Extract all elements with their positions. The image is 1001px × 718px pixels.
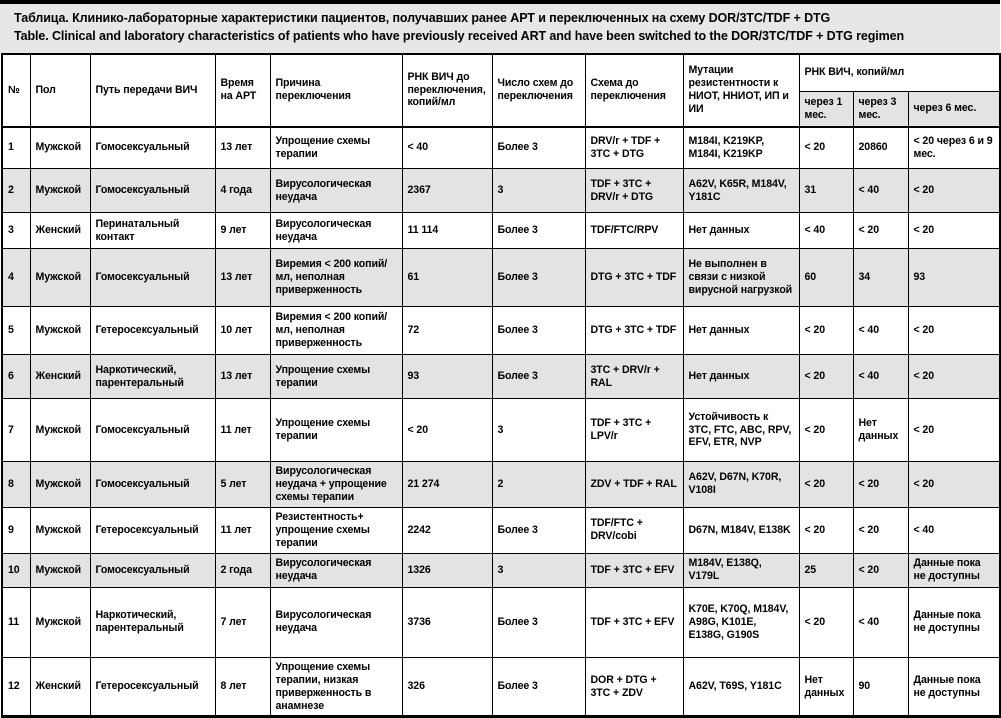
- cell-regimen-before: DTG + 3TC + TDF: [585, 307, 683, 355]
- cell-month6: Данные пока не доступны: [908, 553, 1000, 587]
- cell-time-on-art: 11 лет: [215, 399, 270, 462]
- cell-mutations: M184I, K219KP, M184I, K219KP: [683, 127, 799, 169]
- cell-mutations: K70E, K70Q, M184V, A98G, K101E, E138G, G190S: [683, 587, 799, 657]
- cell-month1: Нет данных: [799, 657, 853, 717]
- cell-rna-before: 2367: [402, 169, 492, 213]
- cell-route: Гетеросексуальный: [90, 307, 215, 355]
- cell-sex: Мужской: [30, 127, 90, 169]
- cell-reason: Упрощение схемы терапии: [270, 355, 402, 399]
- cell-route: Наркотический, парентеральный: [90, 355, 215, 399]
- cell-mutations: A62V, D67N, K70R, V108I: [683, 462, 799, 508]
- cell-regimens-before: 3: [492, 399, 585, 462]
- cell-sex: Мужской: [30, 507, 90, 553]
- column-header-resistance-mutations: Мутации резистентности к НИОТ, ННИОТ, ИП и ИИ: [683, 54, 799, 127]
- cell-regimens-before: Более 3: [492, 355, 585, 399]
- cell-time-on-art: 2 года: [215, 553, 270, 587]
- cell-num: 6: [2, 355, 30, 399]
- cell-rna-before: 11 114: [402, 213, 492, 249]
- cell-month6: Данные пока не доступны: [908, 587, 1000, 657]
- cell-regimen-before: DOR + DTG + 3TC + ZDV: [585, 657, 683, 717]
- cell-time-on-art: 4 года: [215, 169, 270, 213]
- cell-month6: < 20: [908, 213, 1000, 249]
- cell-route: Гомосексуальный: [90, 553, 215, 587]
- cell-time-on-art: 9 лет: [215, 213, 270, 249]
- table-row: [2, 169, 1000, 213]
- cell-mutations: M184V, E138Q, V179L: [683, 553, 799, 587]
- table-caption: [0, 4, 1000, 53]
- cell-regimens-before: Более 3: [492, 587, 585, 657]
- cell-regimen-before: DTG + 3TC + TDF: [585, 249, 683, 307]
- table-body: [2, 127, 1000, 717]
- cell-regimen-before: TDF + 3TC + LPV/r: [585, 399, 683, 462]
- cell-mutations: Нет данных: [683, 355, 799, 399]
- cell-month6: < 20 через 6 и 9 мес.: [908, 127, 1000, 169]
- cell-month1: 25: [799, 553, 853, 587]
- cell-time-on-art: 11 лет: [215, 507, 270, 553]
- cell-rna-before: < 20: [402, 399, 492, 462]
- cell-month1: < 40: [799, 213, 853, 249]
- cell-mutations: Устойчивость к 3TC, FTC, ABC, RPV, EFV, ETR, NVP: [683, 399, 799, 462]
- table-row: [2, 462, 1000, 508]
- cell-sex: Мужской: [30, 399, 90, 462]
- cell-reason: Вирусологическая неудача: [270, 553, 402, 587]
- cell-num: 11: [2, 587, 30, 657]
- cell-regimen-before: DRV/r + TDF + 3TC + DTG: [585, 127, 683, 169]
- cell-month3: < 40: [853, 169, 908, 213]
- cell-sex: Женский: [30, 355, 90, 399]
- cell-num: 4: [2, 249, 30, 307]
- cell-regimens-before: Более 3: [492, 213, 585, 249]
- cell-month6: < 20: [908, 462, 1000, 508]
- cell-month1: 60: [799, 249, 853, 307]
- cell-reason: Вирусологическая неудача + упрощение схемы терапии: [270, 462, 402, 508]
- cell-regimen-before: TDF + 3TC + EFV: [585, 587, 683, 657]
- cell-time-on-art: 13 лет: [215, 127, 270, 169]
- column-header-rna-month-6: через 6 мес.: [908, 91, 1000, 127]
- column-header-rna-group: РНК ВИЧ, копий/мл: [799, 54, 1000, 92]
- cell-sex: Мужской: [30, 307, 90, 355]
- cell-time-on-art: 10 лет: [215, 307, 270, 355]
- cell-sex: Мужской: [30, 553, 90, 587]
- cell-rna-before: 21 274: [402, 462, 492, 508]
- cell-route: Гомосексуальный: [90, 127, 215, 169]
- cell-num: 9: [2, 507, 30, 553]
- table-row: [2, 127, 1000, 169]
- cell-route: Гомосексуальный: [90, 169, 215, 213]
- cell-reason: Вирусологическая неудача: [270, 587, 402, 657]
- column-header-regimens-before-switch: Число схем до переключения: [492, 54, 585, 127]
- cell-route: Гомосексуальный: [90, 249, 215, 307]
- cell-reason: Виремия < 200 копий/мл, неполная приверженность: [270, 307, 402, 355]
- patients-table: [1, 53, 1001, 718]
- cell-month3: 34: [853, 249, 908, 307]
- cell-month3: < 20: [853, 213, 908, 249]
- cell-route: Гомосексуальный: [90, 462, 215, 508]
- cell-time-on-art: 8 лет: [215, 657, 270, 717]
- cell-sex: Мужской: [30, 462, 90, 508]
- cell-regimen-before: TDF/FTC/RPV: [585, 213, 683, 249]
- column-header-number: №: [2, 54, 30, 127]
- cell-sex: Мужской: [30, 587, 90, 657]
- table-row: [2, 307, 1000, 355]
- cell-regimen-before: 3TC + DRV/r + RAL: [585, 355, 683, 399]
- column-header-switch-reason: Причина переключения: [270, 54, 402, 127]
- cell-regimens-before: 3: [492, 553, 585, 587]
- cell-num: 10: [2, 553, 30, 587]
- cell-month3: < 20: [853, 507, 908, 553]
- cell-regimens-before: 2: [492, 462, 585, 508]
- cell-mutations: Нет данных: [683, 213, 799, 249]
- cell-route: Гетеросексуальный: [90, 657, 215, 717]
- cell-route: Наркотический, парентеральный: [90, 587, 215, 657]
- cell-reason: Резистентность+ упрощение схемы терапии: [270, 507, 402, 553]
- cell-num: 5: [2, 307, 30, 355]
- table-row: [2, 553, 1000, 587]
- cell-month3: Нет данных: [853, 399, 908, 462]
- cell-month6: 93: [908, 249, 1000, 307]
- cell-mutations: A62V, T69S, Y181C: [683, 657, 799, 717]
- cell-regimens-before: Более 3: [492, 249, 585, 307]
- table-row: [2, 355, 1000, 399]
- cell-num: 7: [2, 399, 30, 462]
- cell-regimens-before: Более 3: [492, 127, 585, 169]
- cell-rna-before: 1326: [402, 553, 492, 587]
- cell-sex: Мужской: [30, 249, 90, 307]
- column-header-sex: Пол: [30, 54, 90, 127]
- cell-month6: < 20: [908, 355, 1000, 399]
- cell-month1: < 20: [799, 307, 853, 355]
- cell-month1: < 20: [799, 127, 853, 169]
- column-header-rna-month-3: через 3 мес.: [853, 91, 908, 127]
- table-row: [2, 507, 1000, 553]
- cell-month1: < 20: [799, 355, 853, 399]
- column-header-rna-month-1: через 1 мес.: [799, 91, 853, 127]
- cell-reason: Виремия < 200 копий/мл, неполная приверженность: [270, 249, 402, 307]
- cell-reason: Упрощение схемы терапии: [270, 127, 402, 169]
- cell-num: 3: [2, 213, 30, 249]
- cell-regimen-before: TDF/FTC + DRV/cobi: [585, 507, 683, 553]
- cell-num: 12: [2, 657, 30, 717]
- cell-regimens-before: 3: [492, 169, 585, 213]
- cell-reason: Вирусологическая неудача: [270, 213, 402, 249]
- cell-num: 1: [2, 127, 30, 169]
- cell-time-on-art: 13 лет: [215, 249, 270, 307]
- cell-month1: < 20: [799, 399, 853, 462]
- cell-month6: Данные пока не доступны: [908, 657, 1000, 717]
- cell-rna-before: 93: [402, 355, 492, 399]
- cell-sex: Женский: [30, 213, 90, 249]
- cell-regimens-before: Более 3: [492, 507, 585, 553]
- cell-month3: 90: [853, 657, 908, 717]
- cell-num: 2: [2, 169, 30, 213]
- cell-route: Гомосексуальный: [90, 399, 215, 462]
- column-header-time-on-art: Время на АРТ: [215, 54, 270, 127]
- cell-month6: < 20: [908, 169, 1000, 213]
- table-row: [2, 657, 1000, 717]
- cell-month6: < 20: [908, 307, 1000, 355]
- cell-rna-before: 326: [402, 657, 492, 717]
- cell-num: 8: [2, 462, 30, 508]
- column-header-regimen-before-switch: Схема до переключения: [585, 54, 683, 127]
- cell-reason: Вирусологическая неудача: [270, 169, 402, 213]
- cell-rna-before: 3736: [402, 587, 492, 657]
- cell-month3: < 40: [853, 307, 908, 355]
- cell-rna-before: 72: [402, 307, 492, 355]
- cell-rna-before: 2242: [402, 507, 492, 553]
- cell-rna-before: 61: [402, 249, 492, 307]
- caption-russian: Таблица. Клинико-лабораторные характеристики пациентов, получавших ранее АРТ и переключенных на схему DOR/3TC/TDF + DTG: [14, 10, 987, 28]
- table-row: [2, 399, 1000, 462]
- cell-mutations: D67N, M184V, E138K: [683, 507, 799, 553]
- cell-route: Перинатальный контакт: [90, 213, 215, 249]
- cell-month1: 31: [799, 169, 853, 213]
- cell-rna-before: < 40: [402, 127, 492, 169]
- cell-month1: < 20: [799, 462, 853, 508]
- cell-regimen-before: ZDV + TDF + RAL: [585, 462, 683, 508]
- table-row: [2, 587, 1000, 657]
- column-header-transmission-route: Путь передачи ВИЧ: [90, 54, 215, 127]
- cell-regimens-before: Более 3: [492, 307, 585, 355]
- cell-month6: < 40: [908, 507, 1000, 553]
- column-header-rna-before-switch: РНК ВИЧ до переключения, копий/мл: [402, 54, 492, 127]
- cell-month3: < 20: [853, 462, 908, 508]
- cell-route: Гетеросексуальный: [90, 507, 215, 553]
- cell-month1: < 20: [799, 587, 853, 657]
- table-row: [2, 249, 1000, 307]
- cell-month3: < 40: [853, 587, 908, 657]
- cell-regimen-before: TDF + 3TC + EFV: [585, 553, 683, 587]
- cell-mutations: A62V, K65R, M184V, Y181C: [683, 169, 799, 213]
- cell-month3: < 40: [853, 355, 908, 399]
- cell-month1: < 20: [799, 507, 853, 553]
- table-row: [2, 213, 1000, 249]
- cell-regimens-before: Более 3: [492, 657, 585, 717]
- cell-reason: Упрощение схемы терапии, низкая приверженность в анамнезе: [270, 657, 402, 717]
- cell-time-on-art: 5 лет: [215, 462, 270, 508]
- cell-mutations: Не выполнен в связи с низкой вирусной нагрузкой: [683, 249, 799, 307]
- cell-month6: < 20: [908, 399, 1000, 462]
- cell-month3: < 20: [853, 553, 908, 587]
- cell-time-on-art: 13 лет: [215, 355, 270, 399]
- table-header: [2, 54, 1000, 127]
- caption-english: Table. Clinical and laboratory characteristics of patients who have previously received ART and have been switched to the DOR/3TC/TDF + DTG regimen: [14, 28, 987, 46]
- cell-sex: Мужской: [30, 169, 90, 213]
- cell-mutations: Нет данных: [683, 307, 799, 355]
- cell-time-on-art: 7 лет: [215, 587, 270, 657]
- cell-regimen-before: TDF + 3TC + DRV/r + DTG: [585, 169, 683, 213]
- cell-reason: Упрощение схемы терапии: [270, 399, 402, 462]
- cell-month3: 20860: [853, 127, 908, 169]
- cell-sex: Женский: [30, 657, 90, 717]
